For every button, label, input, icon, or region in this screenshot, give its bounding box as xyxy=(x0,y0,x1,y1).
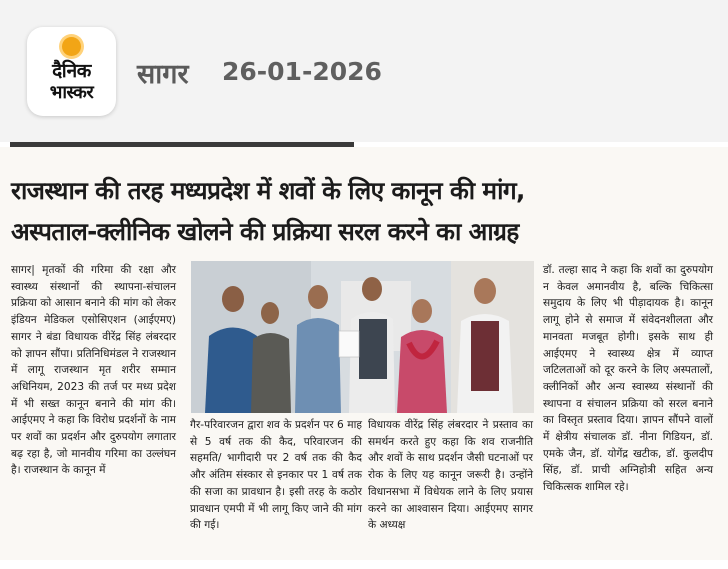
article-column-2: गैर-परिवारजन द्वारा शव के प्रदर्शन पर 6 माह से 5 वर्ष तक की कैद, परिवारजन की सहमति/ भागीदारी पर 2 वर्ष तक की कैद और अंतिम संस्कार से इनकार पर 1 वर्ष तक की सजा का प्रावधान है। इसी तरह के कठोर प्रावधान एमपी में भी लागू किए जाने की मांग की गई। xyxy=(190,419,362,532)
edition-date[interactable]: 26-01-2026 xyxy=(222,57,382,86)
dainik-bhaskar-logo[interactable] xyxy=(27,27,116,116)
article-photo xyxy=(191,261,534,413)
clipping-bottom-edge xyxy=(0,560,728,569)
memorandum-photo-illustration xyxy=(191,261,534,413)
logo-text-line2: भास्कर xyxy=(49,82,94,103)
headline-line-2: अस्पताल-क्लीनिक खोलने की प्रक्रिया सरल करने का आग्रह xyxy=(11,217,519,246)
logo-text-line1: दैनिक xyxy=(52,60,91,82)
article-column-1: सागर| मृतकों की गरिमा की रक्षा और स्वास्थ्य संस्थानों की स्थापना-संचालन प्रक्रिया को आसान बनाने की मांग को लेकर इंडियन मेडिकल एसोसिएशन (आईएमए) सागर ने बंडा विधायक वीरेंद्र सिंह लंबरदार को ज्ञापन सौंपा। प्रतिनिधिमंडल ने राजस्थान में लागू राजस्थान मृत शरीर सम्मान अधिनियम, 2023 की तर्ज पर मध्य प्रदेश में भी सख्त कानून बनाने की मांग की। आईएमए ने कहा कि विरोध प्रदर्शनों के नाम पर शवों का प्रदर्शन और दुरुपयोग लगातार बढ़ रहा है, जो मानवीय गरिमा का उल्लंघन है। राजस्थान के कानून में xyxy=(11,264,176,477)
article-column-3: विधायक वीरेंद्र सिंह लंबरदार ने प्रस्ताव का समर्थन करते हुए कहा कि शव राजनीति और शवों के साथ प्रदर्शन जैसी घटनाओं पर रोक के लिए यह कानून जरूरी है। उन्होंने विधानसभा में विधेयक लाने के लिए प्रयास करने का आश्वासन दिया। आईएमए सागर के अध्यक्ष xyxy=(368,419,533,532)
article-headline xyxy=(11,170,711,252)
headline-line-1: राजस्थान की तरह मध्यप्रदेश में शवों के लिए कानून की मांग, xyxy=(11,176,525,205)
sun-icon xyxy=(62,37,81,56)
article-column-4: डॉ. तल्हा साद ने कहा कि शवों का दुरुपयोग न केवल अमानवीय है, बल्कि चिकित्सा समुदाय के लिए भी पीड़ादायक है। कानून लागू होने से समाज में संवेदनशीलता और मानवता मजबूत होगी। इसके साथ ही आईएमए ने स्वास्थ्य क्षेत्र में व्याप्त जटिलताओं को दूर करने के लिए अस्पतालों, क्लीनिकों और अन्य स्वास्थ्य संस्थानों की स्थापना व संचालन प्रक्रिया को सरल बनाने का विस्तृत प्रस्ताव दिया। ज्ञापन सौंपने वालों में क्षेत्रीय संचालक डॉ. नीना गिडियन, डॉ. एमके जैन, डॉ. योगेंद्र खटीक, डॉ. कुलदीप सिंह, डॉ. प्राची अग्निहोत्री सहित अन्य चिकित्सक शामिल रहे। xyxy=(543,264,713,494)
edition-city[interactable]: सागर xyxy=(137,59,189,90)
